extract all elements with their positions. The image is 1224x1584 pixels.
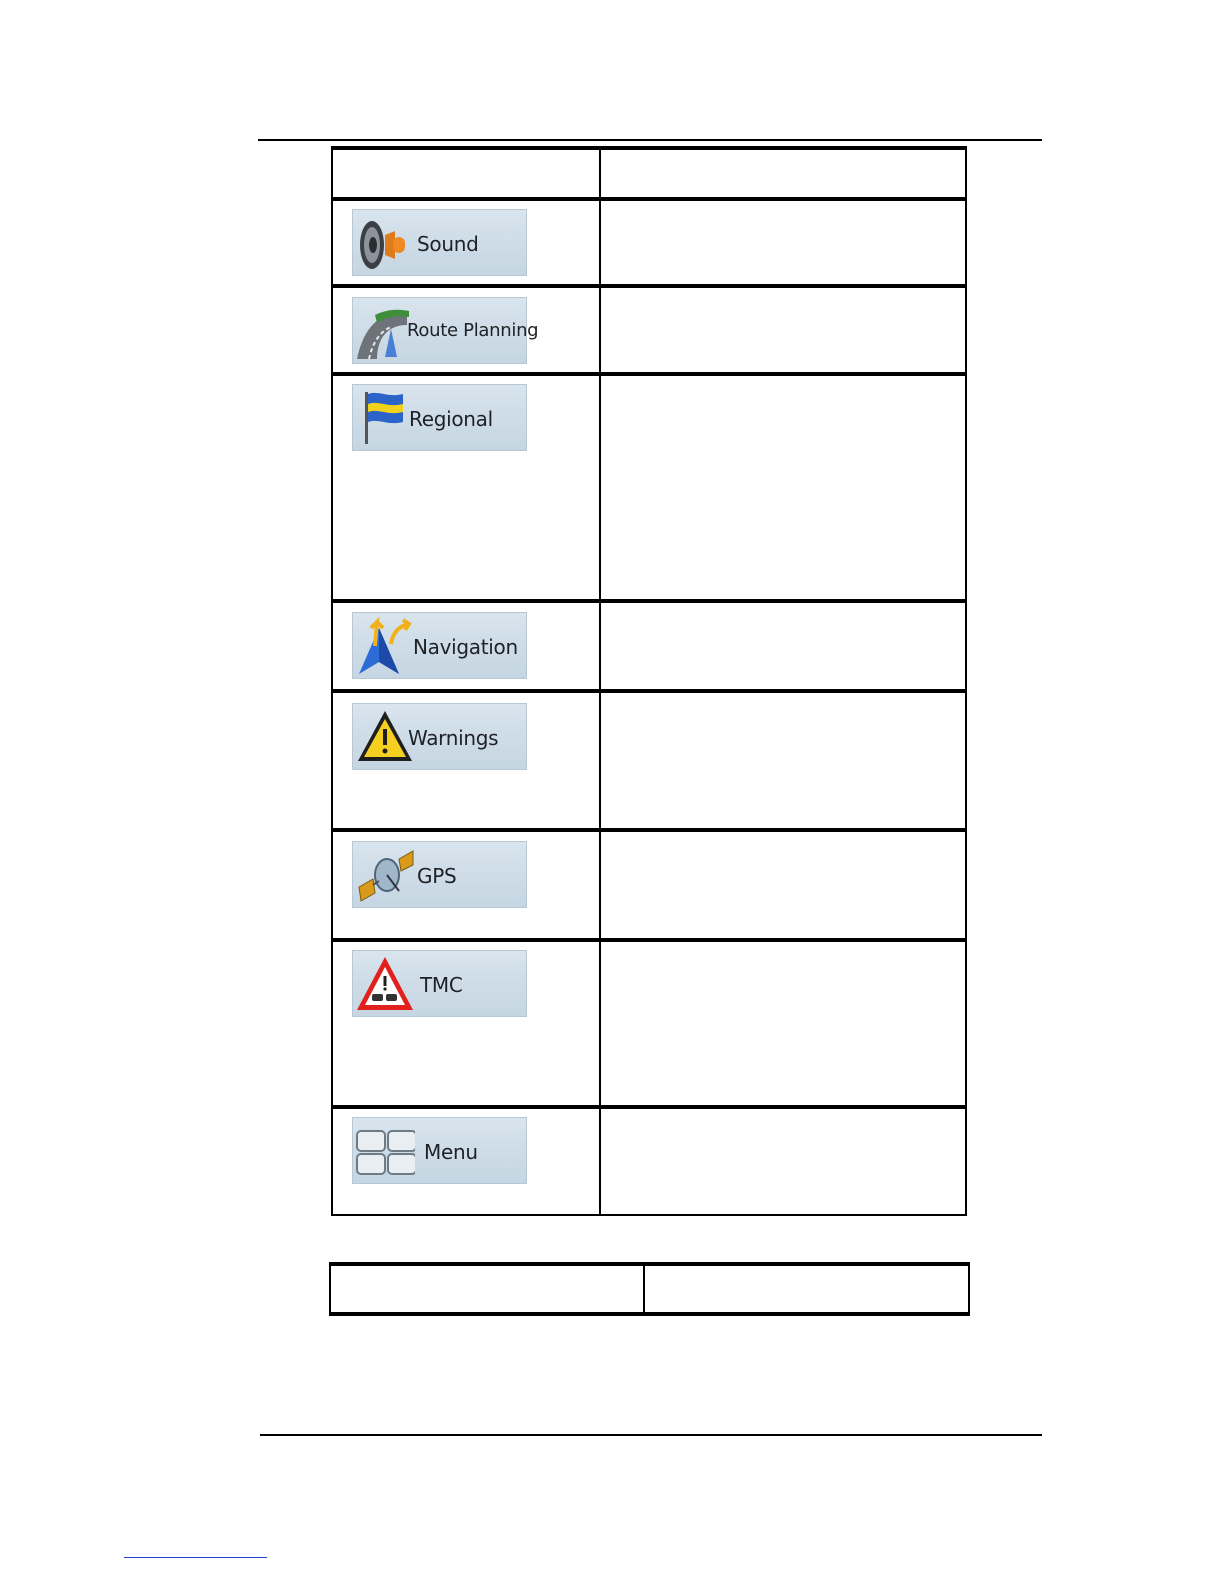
tmc-button[interactable] <box>352 950 527 1017</box>
warning-triangle-icon <box>355 707 415 767</box>
row-border <box>331 938 967 942</box>
menu-label: Menu <box>424 1140 478 1164</box>
row-border <box>331 372 967 376</box>
speaker-icon <box>355 213 415 273</box>
sound-label: Sound <box>417 232 479 256</box>
menu-grid-icon <box>355 1121 415 1181</box>
menu-button[interactable] <box>352 1117 527 1184</box>
navigation-label: Navigation <box>413 635 518 659</box>
footer-link-underline[interactable] <box>124 1557 267 1558</box>
warnings-label: Warnings <box>408 726 499 750</box>
row-border <box>331 599 967 603</box>
secondary-table <box>329 1262 970 1316</box>
navigation-button[interactable] <box>352 612 527 679</box>
traffic-warning-icon <box>355 954 415 1014</box>
gps-button[interactable] <box>352 841 527 908</box>
regional-label: Regional <box>409 407 493 431</box>
column-divider <box>599 146 601 1214</box>
footer-rule <box>260 1434 1042 1436</box>
row-border <box>331 1105 967 1109</box>
navigation-arrows-icon <box>355 616 415 676</box>
column-divider <box>643 1266 645 1312</box>
route-planning-label: Route Planning <box>407 320 539 341</box>
row-border <box>331 284 967 288</box>
header-row-border <box>331 197 967 201</box>
flag-icon <box>355 388 415 448</box>
header-rule <box>258 139 1042 141</box>
settings-table <box>331 146 967 1216</box>
gps-label: GPS <box>417 864 457 888</box>
sound-button[interactable] <box>352 209 527 276</box>
table-top-border <box>331 146 967 150</box>
row-border <box>331 828 967 832</box>
satellite-icon <box>355 845 415 905</box>
tmc-label: TMC <box>420 973 463 997</box>
regional-button[interactable] <box>352 384 527 451</box>
row-border <box>331 689 967 693</box>
route-planning-button[interactable] <box>352 297 539 364</box>
road-icon <box>355 301 415 361</box>
warnings-button[interactable] <box>352 703 527 770</box>
